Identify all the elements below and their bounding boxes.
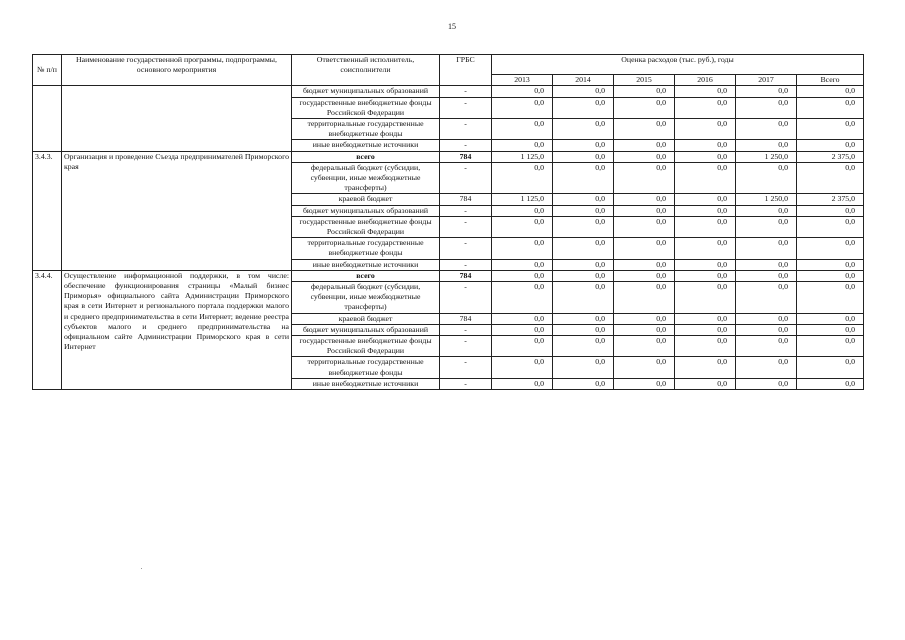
grbs-code: - xyxy=(440,97,492,118)
value-year: 0,0 xyxy=(553,336,614,357)
value-year: 0,0 xyxy=(492,86,553,97)
table-row xyxy=(33,151,864,162)
value-year: 0,0 xyxy=(553,151,614,162)
grbs-code: - xyxy=(440,336,492,357)
funding-source: иные внебюджетные источники xyxy=(292,259,440,270)
value-year: 0,0 xyxy=(736,140,797,151)
value-year: 0,0 xyxy=(553,205,614,216)
grbs-code: - xyxy=(440,162,492,194)
value-year: 0,0 xyxy=(675,216,736,237)
value-year: 0,0 xyxy=(492,259,553,270)
header-estimate: Оценка расходов (тыс. руб.), годы xyxy=(492,55,864,75)
funding-source: территориальные государственные внебюджетные фонды xyxy=(292,238,440,259)
value-year: 0,0 xyxy=(492,119,553,140)
value-year: 0,0 xyxy=(675,162,736,194)
value-year: 0,0 xyxy=(614,216,675,237)
expenditure-table xyxy=(32,54,864,390)
grbs-code: - xyxy=(440,324,492,335)
value-year: 0,0 xyxy=(553,378,614,389)
header-executor: Ответственный исполнитель, соисполнители xyxy=(292,55,440,86)
funding-source: краевой бюджет xyxy=(292,313,440,324)
value-year: 0,0 xyxy=(614,205,675,216)
value-year: 0,0 xyxy=(675,151,736,162)
grbs-code: - xyxy=(440,205,492,216)
table-row xyxy=(33,86,864,97)
funding-source: территориальные государственные внебюджетные фонды xyxy=(292,357,440,378)
funding-source: федеральный бюджет (субсидии, субвенции, иные межбюджетные трансферты) xyxy=(292,282,440,314)
value-total: 0,0 xyxy=(797,282,864,314)
value-year: 0,0 xyxy=(614,162,675,194)
value-year: 0,0 xyxy=(553,97,614,118)
funding-source: бюджет муниципальных образований xyxy=(292,205,440,216)
header-grbs: ГРБС xyxy=(440,55,492,86)
value-year: 0,0 xyxy=(736,324,797,335)
funding-source: государственные внебюджетные фонды Российской Федерации xyxy=(292,336,440,357)
value-year: 0,0 xyxy=(675,282,736,314)
value-total: 0,0 xyxy=(797,238,864,259)
funding-source: краевой бюджет xyxy=(292,194,440,205)
value-year: 0,0 xyxy=(492,97,553,118)
header-num: № п/п xyxy=(33,55,62,86)
value-year: 0,0 xyxy=(736,282,797,314)
year-total: Всего xyxy=(797,75,864,86)
value-year: 0,0 xyxy=(492,313,553,324)
value-year: 0,0 xyxy=(736,336,797,357)
value-year: 0,0 xyxy=(614,140,675,151)
value-year: 0,0 xyxy=(736,162,797,194)
value-total: 0,0 xyxy=(797,378,864,389)
year-2015: 2015 xyxy=(614,75,675,86)
value-year: 0,0 xyxy=(675,238,736,259)
funding-source: государственные внебюджетные фонды Российской Федерации xyxy=(292,216,440,237)
value-total: 0,0 xyxy=(797,324,864,335)
value-year: 1 125,0 xyxy=(492,194,553,205)
value-total: 0,0 xyxy=(797,216,864,237)
value-year: 0,0 xyxy=(614,119,675,140)
value-year: 0,0 xyxy=(553,140,614,151)
value-year: 0,0 xyxy=(675,336,736,357)
value-year: 0,0 xyxy=(614,97,675,118)
grbs-code: - xyxy=(440,86,492,97)
value-year: 0,0 xyxy=(553,194,614,205)
value-year: 0,0 xyxy=(736,259,797,270)
grbs-code: - xyxy=(440,119,492,140)
value-year: 0,0 xyxy=(675,194,736,205)
value-year: 0,0 xyxy=(553,357,614,378)
grbs-code: 784 xyxy=(440,270,492,281)
value-total: 0,0 xyxy=(797,140,864,151)
table-row xyxy=(33,270,864,281)
value-year: 0,0 xyxy=(553,259,614,270)
value-year: 0,0 xyxy=(675,259,736,270)
value-year: 0,0 xyxy=(492,162,553,194)
value-year: 0,0 xyxy=(675,313,736,324)
funding-source: территориальные государственные внебюджетные фонды xyxy=(292,119,440,140)
header-row xyxy=(33,55,864,75)
value-year: 0,0 xyxy=(736,119,797,140)
value-total: 2 375,0 xyxy=(797,151,864,162)
scan-speck xyxy=(141,568,142,569)
value-total: 0,0 xyxy=(797,205,864,216)
value-year: 0,0 xyxy=(553,282,614,314)
value-year: 0,0 xyxy=(492,270,553,281)
value-total: 0,0 xyxy=(797,97,864,118)
grbs-code: - xyxy=(440,140,492,151)
value-year: 0,0 xyxy=(614,259,675,270)
value-year: 0,0 xyxy=(736,238,797,259)
value-year: 0,0 xyxy=(675,324,736,335)
grbs-code: 784 xyxy=(440,313,492,324)
funding-source: бюджет муниципальных образований xyxy=(292,86,440,97)
value-year: 0,0 xyxy=(614,151,675,162)
value-year: 0,0 xyxy=(736,378,797,389)
value-total: 0,0 xyxy=(797,119,864,140)
value-year: 0,0 xyxy=(675,205,736,216)
header-name: Наименование государственной программы, подпрограммы, основного мероприятия xyxy=(62,55,292,86)
funding-source: иные внебюджетные источники xyxy=(292,378,440,389)
value-total: 0,0 xyxy=(797,357,864,378)
value-total: 0,0 xyxy=(797,270,864,281)
funding-source: бюджет муниципальных образований xyxy=(292,324,440,335)
value-year: 0,0 xyxy=(614,336,675,357)
value-total: 0,0 xyxy=(797,336,864,357)
value-year: 0,0 xyxy=(614,313,675,324)
value-year: 0,0 xyxy=(614,282,675,314)
grbs-code: 784 xyxy=(440,194,492,205)
value-year: 0,0 xyxy=(736,270,797,281)
year-2014: 2014 xyxy=(553,75,614,86)
value-year: 0,0 xyxy=(553,162,614,194)
value-year: 0,0 xyxy=(614,378,675,389)
grbs-code: - xyxy=(440,378,492,389)
value-year: 0,0 xyxy=(553,270,614,281)
value-year: 0,0 xyxy=(553,216,614,237)
value-year: 0,0 xyxy=(492,357,553,378)
value-year: 0,0 xyxy=(675,140,736,151)
value-year: 0,0 xyxy=(492,238,553,259)
value-year: 0,0 xyxy=(675,357,736,378)
year-2013: 2013 xyxy=(492,75,553,86)
grbs-code: - xyxy=(440,238,492,259)
value-total: 0,0 xyxy=(797,162,864,194)
grbs-code: - xyxy=(440,357,492,378)
value-year: 0,0 xyxy=(614,357,675,378)
value-year: 1 250,0 xyxy=(736,194,797,205)
row-number xyxy=(33,86,62,151)
value-year: 0,0 xyxy=(736,86,797,97)
value-year: 0,0 xyxy=(736,357,797,378)
value-year: 0,0 xyxy=(736,313,797,324)
value-year: 0,0 xyxy=(614,194,675,205)
value-year: 0,0 xyxy=(492,140,553,151)
value-year: 0,0 xyxy=(675,270,736,281)
value-year: 0,0 xyxy=(736,97,797,118)
value-total: 2 375,0 xyxy=(797,194,864,205)
grbs-code: - xyxy=(440,216,492,237)
value-year: 1 125,0 xyxy=(492,151,553,162)
row-number: 3.4.4. xyxy=(33,270,62,389)
value-year: 0,0 xyxy=(492,205,553,216)
value-year: 0,0 xyxy=(492,216,553,237)
activity-title: Организация и проведение Съезда предпринимателей Приморского края xyxy=(62,151,292,270)
grbs-code: - xyxy=(440,259,492,270)
value-year: 0,0 xyxy=(614,238,675,259)
value-year: 0,0 xyxy=(614,86,675,97)
grbs-code: - xyxy=(440,282,492,314)
value-year: 0,0 xyxy=(553,86,614,97)
page-number: 15 xyxy=(448,22,456,31)
year-2017: 2017 xyxy=(736,75,797,86)
value-year: 0,0 xyxy=(553,313,614,324)
activity-title: Осуществление информационной поддержки, в том числе: обеспечение функционирования страницы «Малый бизнес Приморья» официального сайта Администрации Приморского края в сети Интернет и регионального портала поддержки малого и среднего предпринимательства в сети Интернет; ведение реестра субъектов малого и среднего предпринимательства на официальном сайте Администрации Приморского края в сети Интернет xyxy=(62,270,292,389)
value-year: 0,0 xyxy=(736,216,797,237)
value-year: 0,0 xyxy=(675,97,736,118)
funding-source: государственные внебюджетные фонды Российской Федерации xyxy=(292,97,440,118)
funding-source: федеральный бюджет (субсидии, субвенции, иные межбюджетные трансферты) xyxy=(292,162,440,194)
value-total: 0,0 xyxy=(797,259,864,270)
value-year: 0,0 xyxy=(492,336,553,357)
value-total: 0,0 xyxy=(797,313,864,324)
value-year: 0,0 xyxy=(553,119,614,140)
value-year: 0,0 xyxy=(492,282,553,314)
activity-title xyxy=(62,86,292,151)
value-year: 0,0 xyxy=(492,324,553,335)
value-year: 0,0 xyxy=(614,324,675,335)
value-year: 0,0 xyxy=(675,119,736,140)
value-year: 0,0 xyxy=(492,378,553,389)
value-year: 0,0 xyxy=(675,86,736,97)
row-number: 3.4.3. xyxy=(33,151,62,270)
value-year: 0,0 xyxy=(553,324,614,335)
funding-source: всего xyxy=(292,151,440,162)
value-year: 0,0 xyxy=(736,205,797,216)
value-year: 0,0 xyxy=(553,238,614,259)
year-2016: 2016 xyxy=(675,75,736,86)
value-year: 0,0 xyxy=(614,270,675,281)
value-total: 0,0 xyxy=(797,86,864,97)
value-year: 1 250,0 xyxy=(736,151,797,162)
funding-source: всего xyxy=(292,270,440,281)
value-year: 0,0 xyxy=(675,378,736,389)
funding-source: иные внебюджетные источники xyxy=(292,140,440,151)
grbs-code: 784 xyxy=(440,151,492,162)
